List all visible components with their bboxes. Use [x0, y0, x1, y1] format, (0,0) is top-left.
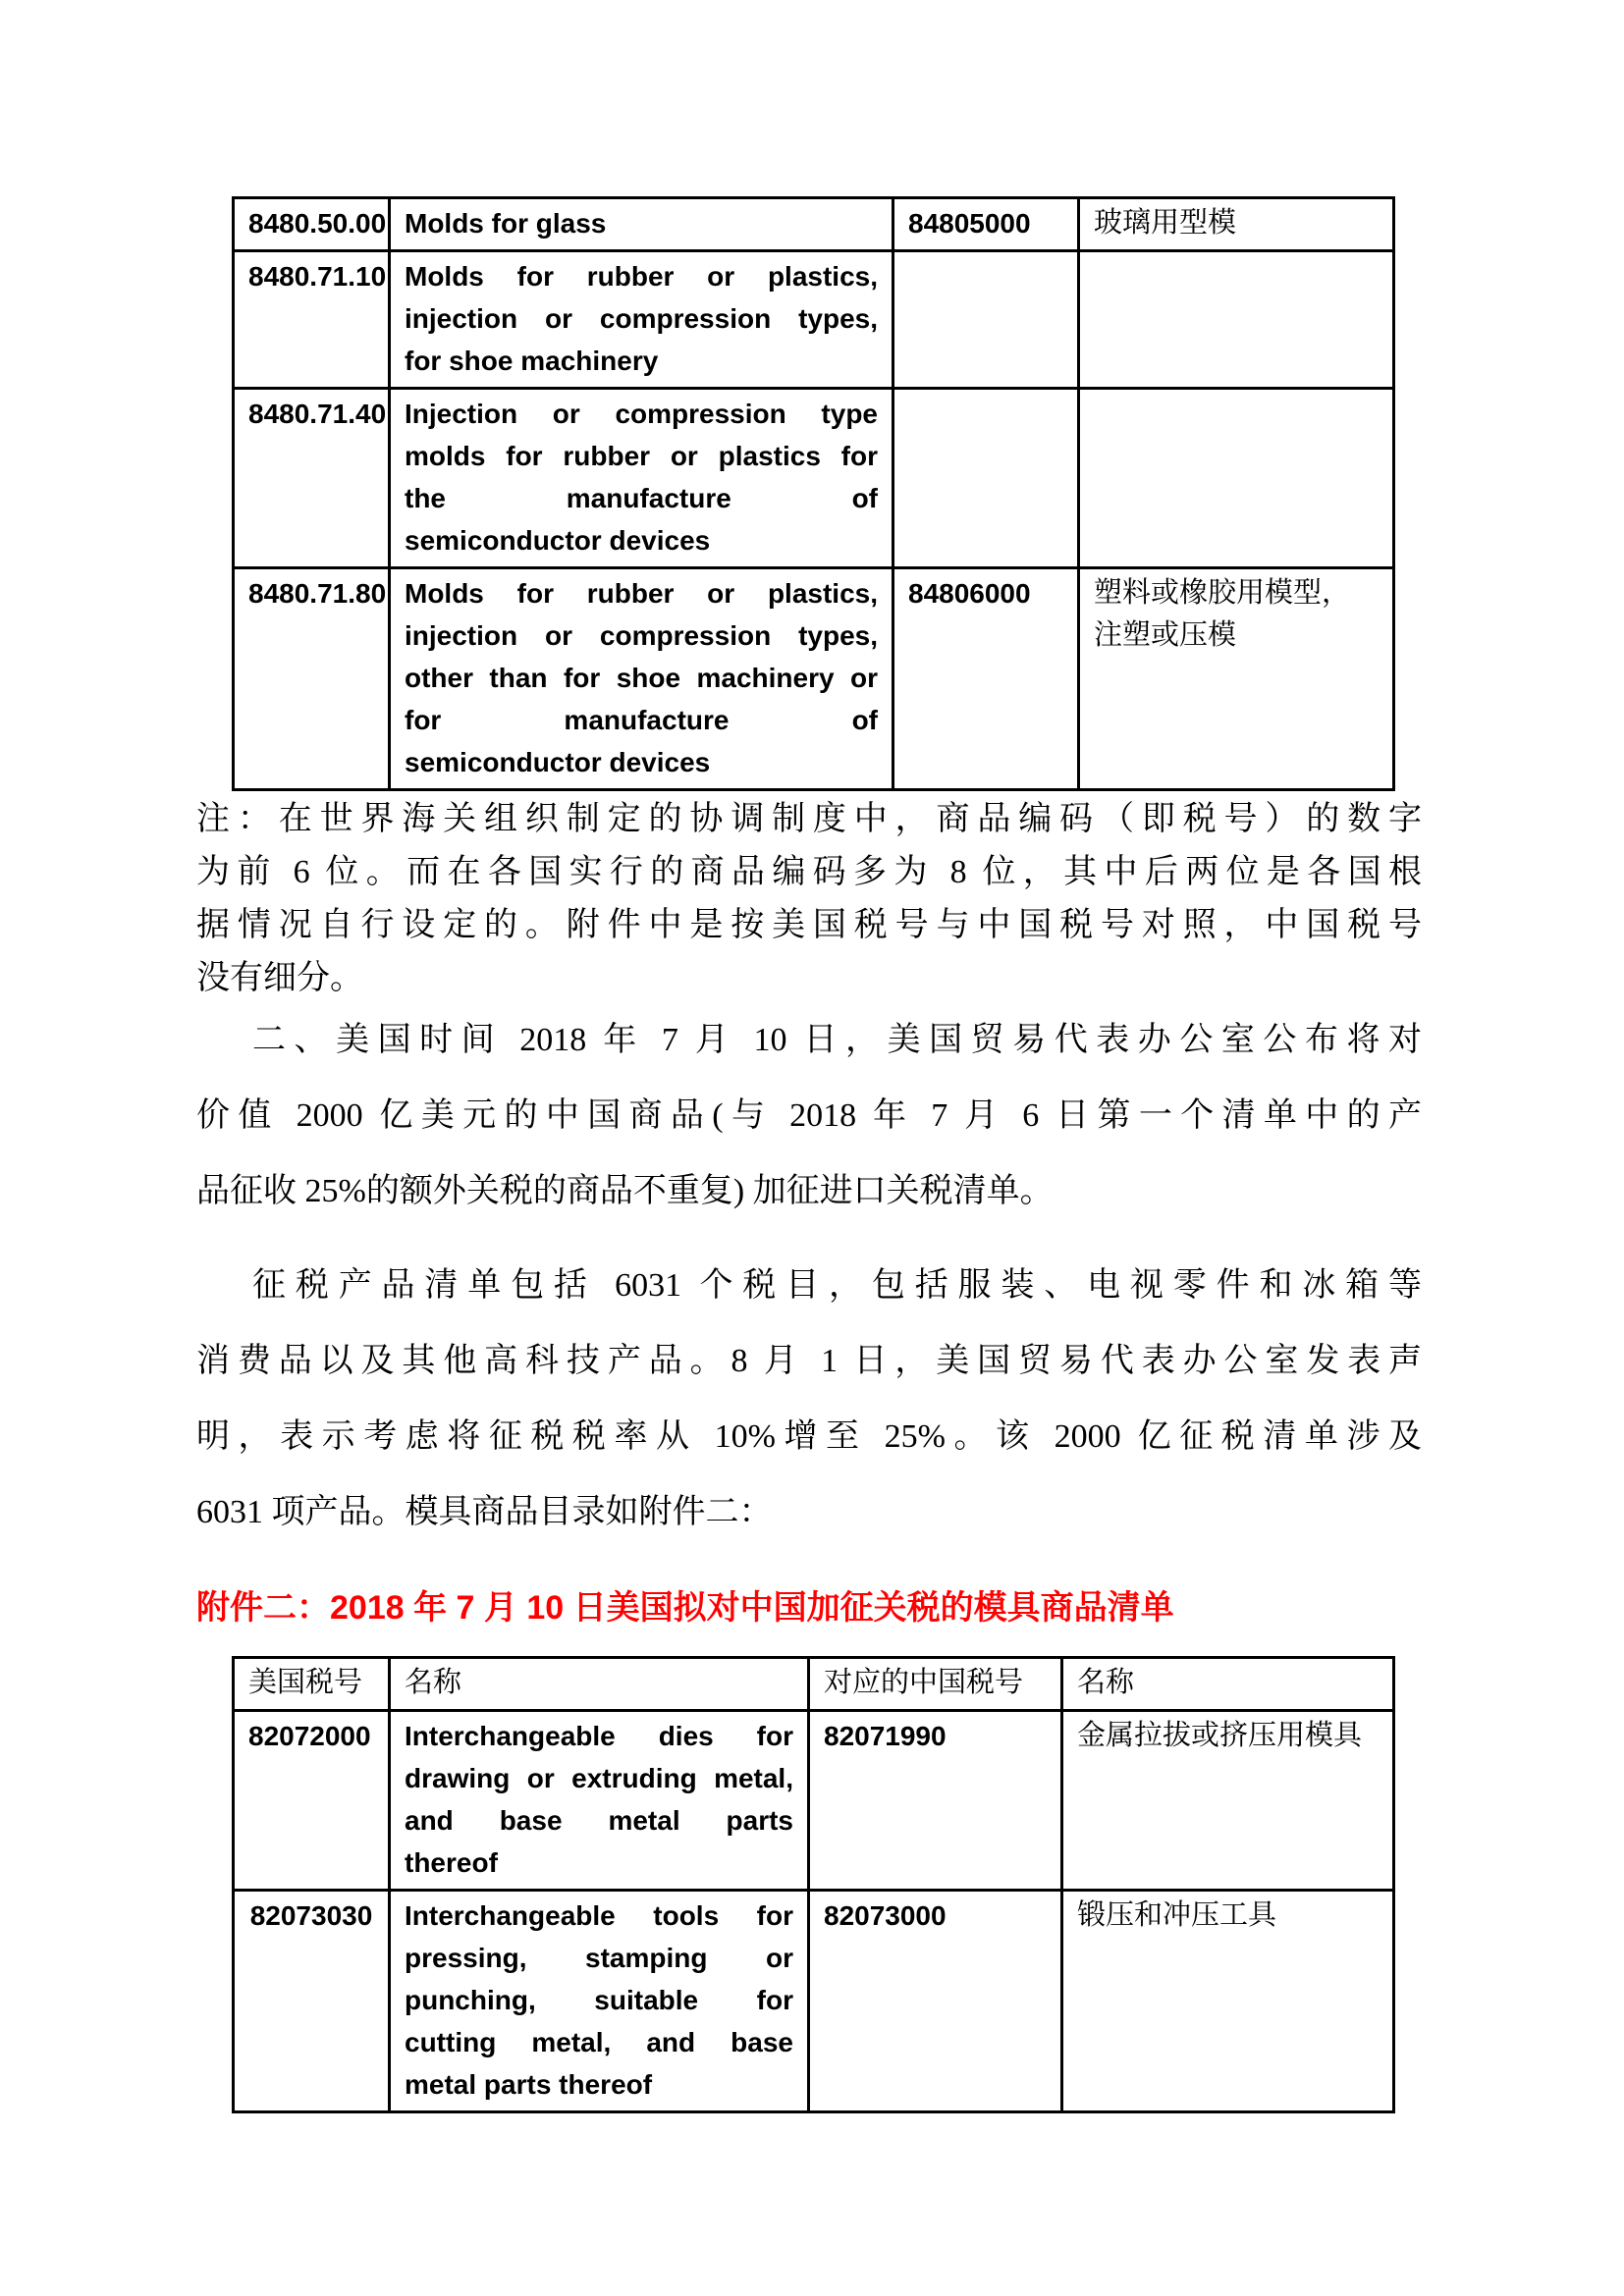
text-line: 注：在世界海关组织制定的协调制度中，商品编码（即税号）的数字 — [196, 801, 1422, 837]
us-tariff-code: 8480.71.80 — [234, 568, 390, 790]
cn-product-description — [1079, 389, 1394, 568]
text-line: 消费品以及其他高科技产品。8 月 1 日，美国贸易代表办公室发表声 — [196, 1343, 1422, 1379]
us-product-description — [390, 568, 893, 790]
cell-text-line: Molds for glass — [405, 208, 607, 239]
us-tariff-code: 8480.71.40 — [234, 389, 390, 568]
tariff-table-us-china-8480 — [232, 196, 1392, 791]
text-line: 为前 6 位。而在各国实行的商品编码多为 8 位，其中后两位是各国根 — [196, 854, 1422, 890]
us-product-description — [390, 1711, 809, 1891]
attachment-two-heading: 附件二：2018 年 7 月 10 日美国拟对中国加征关税的模具商品清单 — [196, 1589, 1174, 1627]
table-row — [234, 568, 1394, 790]
cn-product-description — [1062, 1891, 1394, 2112]
text-line: 没有细分。 — [196, 960, 363, 996]
column-header: 名称 — [1062, 1658, 1394, 1711]
text-line: 明，表示考虑将征税税率从 10%增至 25%。该 2000 亿征税清单涉及 — [196, 1418, 1422, 1455]
cell-text-line: other than for shoe machinery or — [405, 663, 878, 693]
cell-text-line: 锻压和冲压工具 — [1077, 1899, 1277, 1931]
table-row — [234, 198, 1394, 251]
table-row — [234, 389, 1394, 568]
cell-text-line: semiconductor devices — [405, 525, 711, 556]
cn-tariff-code: 82071990 — [809, 1711, 1062, 1891]
cell-text-line: punching, suitable for — [405, 1985, 793, 2015]
table-header-row — [234, 1658, 1394, 1711]
text-line: 二、美国时间 2018 年 7 月 10 日，美国贸易代表办公室公布将对 — [252, 1022, 1422, 1058]
table-row — [234, 1891, 1394, 2112]
us-product-description — [390, 389, 893, 568]
cn-product-description — [1079, 198, 1394, 251]
text-line: 据情况自行设定的。附件中是按美国税号与中国税号对照，中国税号 — [196, 907, 1422, 943]
cell-text-line: thereof — [405, 1847, 498, 1878]
cell-text-line: for shoe machinery — [405, 346, 659, 376]
cn-tariff-code: 84806000 — [893, 568, 1079, 790]
table-row — [234, 251, 1394, 389]
us-product-description — [390, 198, 893, 251]
column-header: 名称 — [390, 1658, 809, 1711]
cell-text-line: and base metal parts — [405, 1805, 793, 1836]
cell-text-line: injection or compression types, — [405, 620, 878, 651]
cell-text-line: cutting metal, and base — [405, 2027, 793, 2057]
us-product-description — [390, 251, 893, 389]
cell-text-line: molds for rubber or plastics for — [405, 441, 878, 471]
table-row — [234, 1711, 1394, 1891]
cell-text-line: pressing, stamping or — [405, 1943, 793, 1973]
column-header: 美国税号 — [234, 1658, 390, 1711]
us-product-description — [390, 1891, 809, 2112]
cell-text-line: Injection or compression type — [405, 399, 878, 429]
cell-text-line: 金属拉拔或挤压用模具 — [1077, 1720, 1363, 1751]
paragraph-section-two — [196, 1002, 1422, 1229]
us-tariff-code: 8480.71.10 — [234, 251, 390, 389]
cell-text-line: the manufacture of — [405, 483, 878, 513]
cell-text-line: 塑料或橡胶用模型， — [1094, 577, 1351, 609]
cell-text-line: drawing or extruding metal, — [405, 1763, 793, 1793]
cn-product-description — [1062, 1711, 1394, 1891]
cell-text-line: Molds for rubber or plastics, — [405, 578, 878, 609]
text-line: 6031 项产品。模具商品目录如附件二： — [196, 1494, 773, 1530]
us-tariff-code: 82073030 — [234, 1891, 390, 2112]
cn-product-description — [1079, 568, 1394, 790]
cn-tariff-code: 82073000 — [809, 1891, 1062, 2112]
cn-tariff-code: 84805000 — [893, 198, 1079, 251]
tariff-table-us-china-8207 — [232, 1656, 1392, 2113]
cn-tariff-code — [893, 389, 1079, 568]
cell-text-line: for manufacture of — [405, 705, 878, 735]
text-line: 品征收 25%的额外关税的商品不重复) 加征进口关税清单。 — [196, 1173, 1054, 1209]
us-tariff-code: 8480.50.00 — [234, 198, 390, 251]
cell-text-line: Interchangeable tools for — [405, 1900, 793, 1931]
cell-text-line: 注塑或压模 — [1094, 619, 1237, 651]
us-tariff-code: 82072000 — [234, 1711, 390, 1891]
cell-text-line: metal parts thereof — [405, 2069, 653, 2100]
cell-text-line: injection or compression types, — [405, 303, 878, 334]
paragraph-tariff-list-details — [196, 1248, 1422, 1550]
text-line: 价值 2000 亿美元的中国商品(与 2018 年 7 月 6 日第一个清单中的产 — [196, 1097, 1422, 1134]
cell-text-line: Molds for rubber or plastics, — [405, 261, 878, 292]
cell-text-line: 玻璃用型模 — [1094, 207, 1237, 239]
cn-product-description — [1079, 251, 1394, 389]
cell-text-line: semiconductor devices — [405, 747, 711, 777]
text-line: 征税产品清单包括 6031 个税目，包括服装、电视零件和冰箱等 — [252, 1267, 1422, 1304]
column-header: 对应的中国税号 — [809, 1658, 1062, 1711]
cell-text-line: Interchangeable dies for — [405, 1721, 793, 1751]
note-paragraph — [196, 793, 1422, 1005]
cn-tariff-code — [893, 251, 1079, 389]
